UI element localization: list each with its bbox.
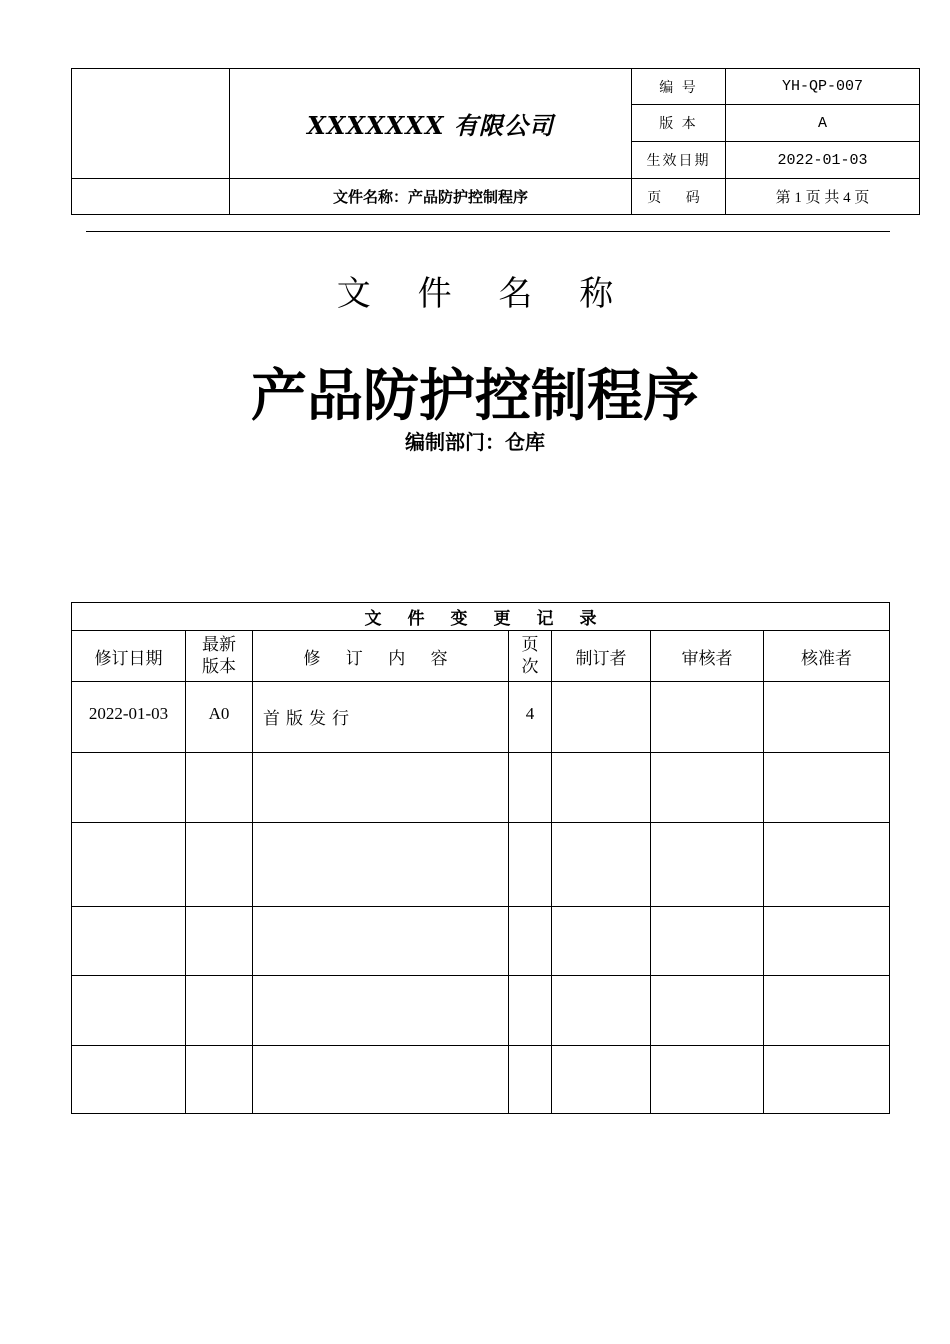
blank-cell bbox=[72, 179, 230, 215]
column-header-pages: 页 次 bbox=[509, 631, 552, 682]
change-record-table bbox=[71, 602, 890, 1114]
cell-date: 2022-01-03 bbox=[72, 682, 186, 753]
table-row bbox=[72, 1046, 890, 1114]
cell-version bbox=[186, 823, 253, 907]
cell-approver bbox=[764, 682, 890, 753]
cell-approver bbox=[764, 907, 890, 976]
page-count: 第 1 页 共 4 页 bbox=[726, 179, 920, 215]
cell-version bbox=[186, 907, 253, 976]
cell-pages bbox=[509, 753, 552, 823]
effective-date-label: 生效日期 bbox=[632, 142, 726, 179]
company-name: XXXXXXX 有限公司 bbox=[307, 111, 554, 140]
table-row bbox=[72, 753, 890, 823]
cell-approver bbox=[764, 753, 890, 823]
change-record-title: 文件变更记录 bbox=[72, 603, 890, 631]
cell-reviewer bbox=[651, 1046, 764, 1114]
cell-pages bbox=[509, 976, 552, 1046]
cell-author bbox=[552, 907, 651, 976]
company-cell bbox=[230, 69, 632, 179]
cell-content bbox=[253, 976, 509, 1046]
cell-reviewer bbox=[651, 976, 764, 1046]
version-label: 版 本 bbox=[632, 105, 726, 142]
cell-date bbox=[72, 1046, 186, 1114]
cell-reviewer bbox=[651, 682, 764, 753]
table-row bbox=[72, 823, 890, 907]
cell-version bbox=[186, 1046, 253, 1114]
cell-date bbox=[72, 823, 186, 907]
cell-approver bbox=[764, 823, 890, 907]
cell-author bbox=[552, 1046, 651, 1114]
department-line: 编制部门：仓库 bbox=[405, 430, 545, 454]
cell-content bbox=[253, 823, 509, 907]
column-header-version: 最新 版本 bbox=[186, 631, 253, 682]
document-name-heading: 文 件 名 称 bbox=[336, 274, 632, 314]
column-header-date: 修订日期 bbox=[72, 631, 186, 682]
cell-content bbox=[253, 753, 509, 823]
page-label: 页 码 bbox=[632, 179, 726, 215]
header-divider bbox=[86, 231, 890, 232]
logo-cell bbox=[72, 69, 230, 179]
cell-approver bbox=[764, 976, 890, 1046]
document-title: 产品防护控制程序 bbox=[251, 364, 699, 429]
table-row bbox=[72, 682, 890, 753]
cell-reviewer bbox=[651, 753, 764, 823]
cell-content bbox=[253, 907, 509, 976]
cell-author bbox=[552, 753, 651, 823]
cell-version bbox=[186, 753, 253, 823]
effective-date-value: 2022-01-03 bbox=[726, 142, 920, 179]
version-value: A bbox=[726, 105, 920, 142]
column-header-approver: 核准者 bbox=[764, 631, 890, 682]
cell-reviewer bbox=[651, 823, 764, 907]
cell-author bbox=[552, 976, 651, 1046]
cell-content: 首版发行 bbox=[253, 682, 509, 753]
cell-pages bbox=[509, 907, 552, 976]
column-header-reviewer: 审核者 bbox=[651, 631, 764, 682]
column-header-content: 修 订 内 容 bbox=[253, 631, 509, 682]
doc-number-value: YH-QP-007 bbox=[726, 69, 920, 105]
doc-number-label: 编 号 bbox=[632, 69, 726, 105]
column-header-author: 制订者 bbox=[552, 631, 651, 682]
cell-version: A0 bbox=[186, 682, 253, 753]
cell-author bbox=[552, 823, 651, 907]
cell-reviewer bbox=[651, 907, 764, 976]
cell-date bbox=[72, 976, 186, 1046]
table-row bbox=[72, 976, 890, 1046]
cell-content bbox=[253, 1046, 509, 1114]
cell-pages bbox=[509, 1046, 552, 1114]
file-name-label: 文件名称：产品防护控制程序 bbox=[230, 179, 632, 215]
cell-approver bbox=[764, 1046, 890, 1114]
table-row bbox=[72, 907, 890, 976]
cell-pages: 4 bbox=[509, 682, 552, 753]
document-header bbox=[71, 68, 920, 215]
cell-version bbox=[186, 976, 253, 1046]
cell-pages bbox=[509, 823, 552, 907]
cell-author bbox=[552, 682, 651, 753]
cell-date bbox=[72, 753, 186, 823]
cell-date bbox=[72, 907, 186, 976]
